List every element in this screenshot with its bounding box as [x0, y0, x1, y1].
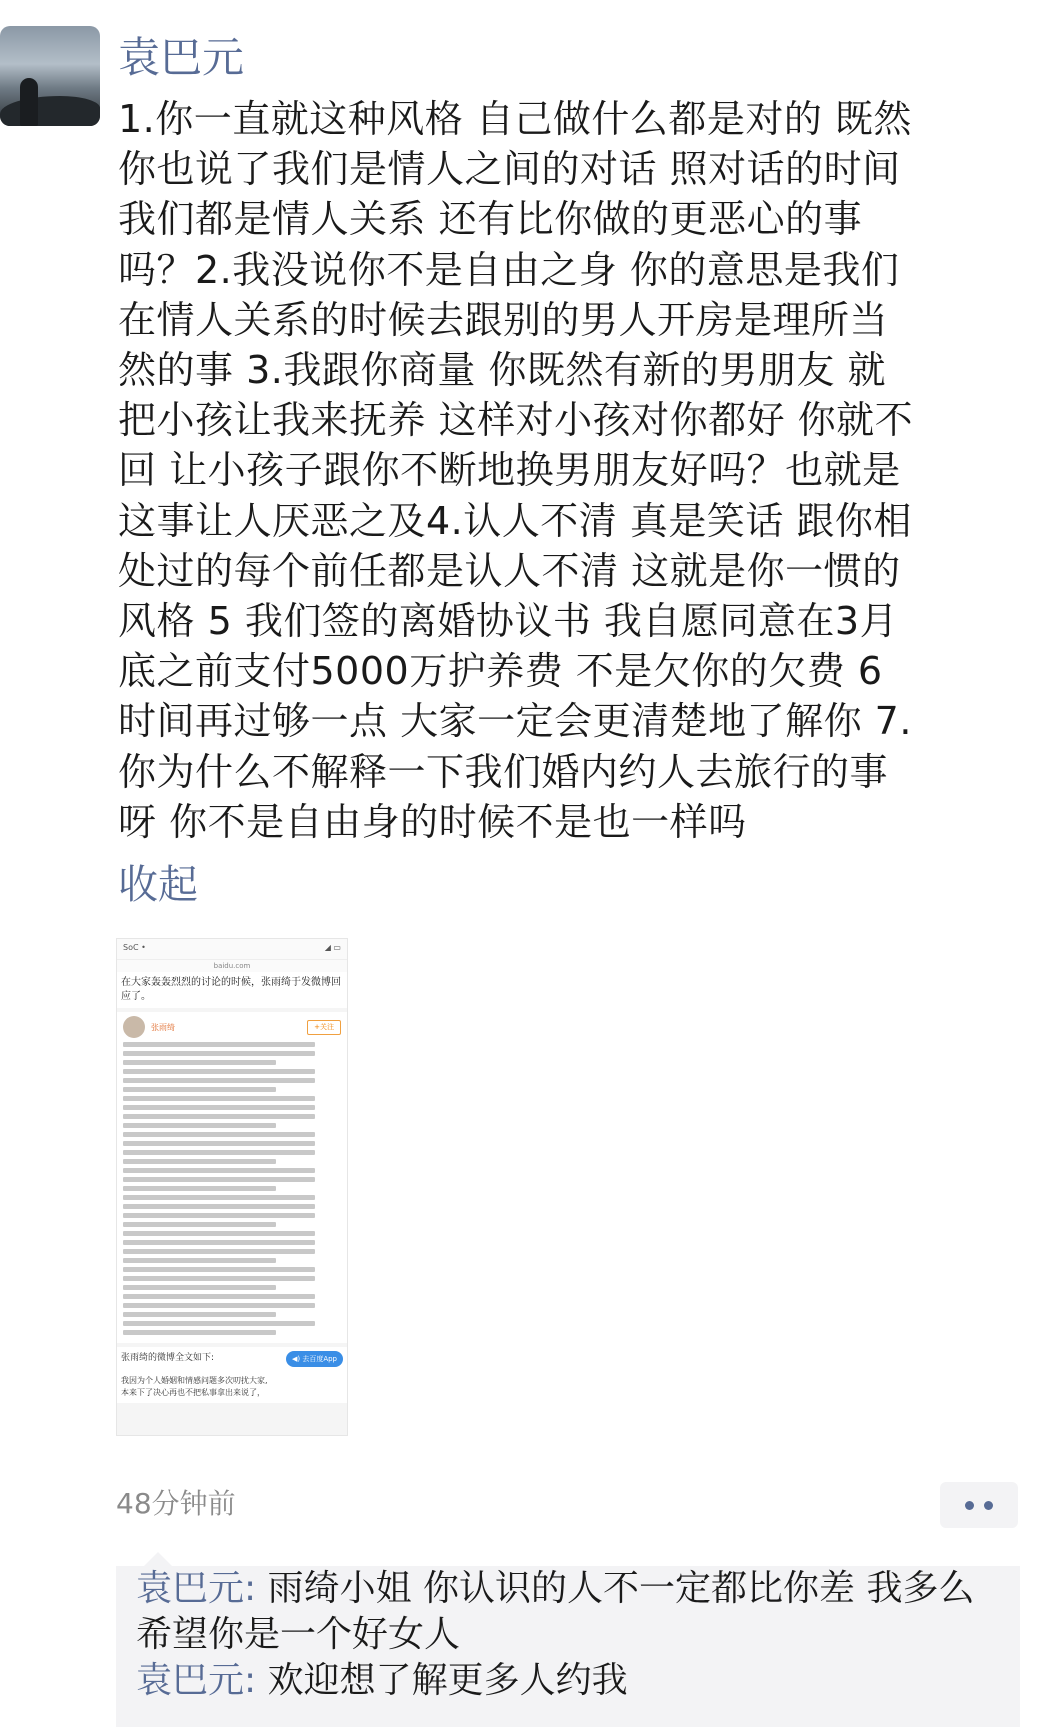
thumbnail-footer	[117, 1347, 347, 1403]
post-body-line: 你为什么不解释一下我们婚内约人去旅行的事	[118, 749, 889, 794]
thumbnail-footer-line3: 本来下了决心再也不把私事拿出来说了，	[121, 1388, 265, 1397]
thumbnail-text-line	[123, 1186, 276, 1191]
thumbnail-card-name: 张雨绮	[151, 1022, 175, 1032]
post-author-name[interactable]: 袁巴元	[118, 33, 245, 82]
post-body-line: 时间再过够一点 大家一定会更清楚地了解你 7.	[118, 699, 912, 744]
comment-separator: :	[244, 1568, 268, 1609]
comment-author[interactable]: 袁巴元	[136, 1568, 245, 1609]
post-body-line: 底之前支付5000万护养费 不是欠你的欠费 6	[118, 649, 883, 694]
comments-section	[116, 1566, 1020, 1727]
thumbnail-follow-button: +关注	[307, 1020, 341, 1035]
thumbnail-text-line	[123, 1177, 315, 1182]
thumbnail-app-button: ◀) 去百度App	[286, 1351, 343, 1367]
thumbnail-text-line	[123, 1276, 315, 1281]
comment-item[interactable]	[116, 1566, 1020, 1658]
thumbnail-text-line	[123, 1312, 276, 1317]
post-body-line: 1.你一直就这种风格 自己做什么都是对的 既然	[118, 97, 912, 141]
thumbnail-text-line	[123, 1168, 315, 1173]
thumbnail-text-line	[123, 1285, 276, 1290]
thumbnail-text-line	[123, 1258, 276, 1263]
thumbnail-card-avatar	[123, 1016, 145, 1038]
thumbnail-text-line	[123, 1204, 315, 1209]
comment-separator: :	[244, 1660, 268, 1701]
post-body-line: 风格 5 我们签的离婚协议书 我自愿同意在3月	[118, 599, 899, 644]
thumbnail-status-right: ◢ ▭	[324, 943, 341, 952]
post-body-line: 你也说了我们是情人之间的对话 照对话的时间	[118, 147, 901, 192]
post-body-line: 这事让人厌恶之及4.认人不清 真是笑话 跟你相	[118, 498, 912, 543]
thumbnail-text-line	[123, 1195, 315, 1200]
post-body-line: 处过的每个前任都是认人不清 这就是你一惯的	[118, 548, 901, 593]
more-dot-icon	[965, 1501, 974, 1510]
thumbnail-text-line	[123, 1159, 276, 1164]
post-body-line: 在情人关系的时候去跟别的男人开房是理所当	[118, 297, 889, 342]
thumbnail-text-line	[123, 1087, 276, 1092]
thumbnail-text-line	[123, 1060, 276, 1065]
thumbnail-text-line	[123, 1096, 315, 1101]
thumbnail-text-line	[123, 1267, 315, 1272]
comment-text: 雨绮小姐 你认识的人不一定都比你差 我多么希望你是一个好女人	[136, 1568, 975, 1655]
more-dot-icon	[984, 1501, 993, 1510]
thumbnail-text-line	[123, 1114, 315, 1119]
post-body-line: 吗？2.我没说你不是自由之身 你的意思是我们	[118, 247, 900, 292]
thumbnail-text-line	[123, 1240, 315, 1245]
comment-text: 欢迎想了解更多人约我	[267, 1660, 628, 1701]
post-body	[118, 94, 1018, 847]
more-actions-button[interactable]	[940, 1482, 1018, 1528]
thumbnail-text-line	[123, 1249, 315, 1254]
thumbnail-text-line	[123, 1321, 315, 1326]
thumbnail-text-lines	[123, 1042, 341, 1335]
post-body-line: 然的事 3.我跟你商量 你既然有新的男朋友 就	[118, 348, 886, 393]
thumbnail-text-line	[123, 1042, 315, 1047]
thumbnail-status-bar	[117, 939, 347, 960]
thumbnail-url: baidu.com	[117, 960, 347, 972]
comments-arrow	[144, 1552, 172, 1566]
thumbnail-header-text: 在大家轰轰烈烈的讨论的时候，张雨绮于发微博回应了。	[117, 972, 347, 1008]
thumbnail-text-line	[123, 1105, 315, 1110]
thumbnail-text-line	[123, 1213, 315, 1218]
avatar-mountain	[0, 96, 100, 126]
avatar-person	[20, 78, 38, 126]
thumbnail-text-line	[123, 1330, 276, 1335]
thumbnail-text-line	[123, 1078, 315, 1083]
post-timestamp: 48分钟前	[116, 1487, 236, 1520]
thumbnail-text-line	[123, 1123, 276, 1128]
thumbnail-text-line	[123, 1051, 315, 1056]
avatar[interactable]	[0, 26, 100, 126]
thumbnail-footer-line1: 张雨绮的微博全文如下:	[121, 1353, 215, 1363]
thumbnail-text-line	[123, 1150, 315, 1155]
post-body-line: 呀 你不是自由身的时候不是也一样吗	[118, 799, 747, 844]
comment-item[interactable]	[116, 1658, 1020, 1704]
post-body-line: 把小孩让我来抚养 这样对小孩对你都好 你就不	[118, 398, 914, 443]
collapse-link[interactable]: 收起	[118, 862, 198, 908]
thumbnail-status-left: SoC •	[123, 943, 146, 952]
thumbnail-weibo-card	[117, 1012, 347, 1343]
comment-author[interactable]: 袁巴元	[136, 1660, 245, 1701]
thumbnail-text-line	[123, 1231, 315, 1236]
post-body-line: 我们都是情人关系 还有比你做的更恶心的事	[118, 197, 863, 242]
thumbnail-text-line	[123, 1132, 315, 1137]
post-image-thumbnail[interactable]	[116, 938, 348, 1436]
thumbnail-text-line	[123, 1303, 315, 1308]
thumbnail-text-line	[123, 1069, 315, 1074]
thumbnail-footer-line2: 我因为个人婚姻和情感问题多次叨扰大家,	[121, 1376, 268, 1385]
thumbnail-text-line	[123, 1141, 315, 1146]
thumbnail-text-line	[123, 1222, 276, 1227]
post-body-line: 回 让小孩子跟你不断地换男朋友好吗？也就是	[118, 448, 901, 493]
thumbnail-text-line	[123, 1294, 315, 1299]
